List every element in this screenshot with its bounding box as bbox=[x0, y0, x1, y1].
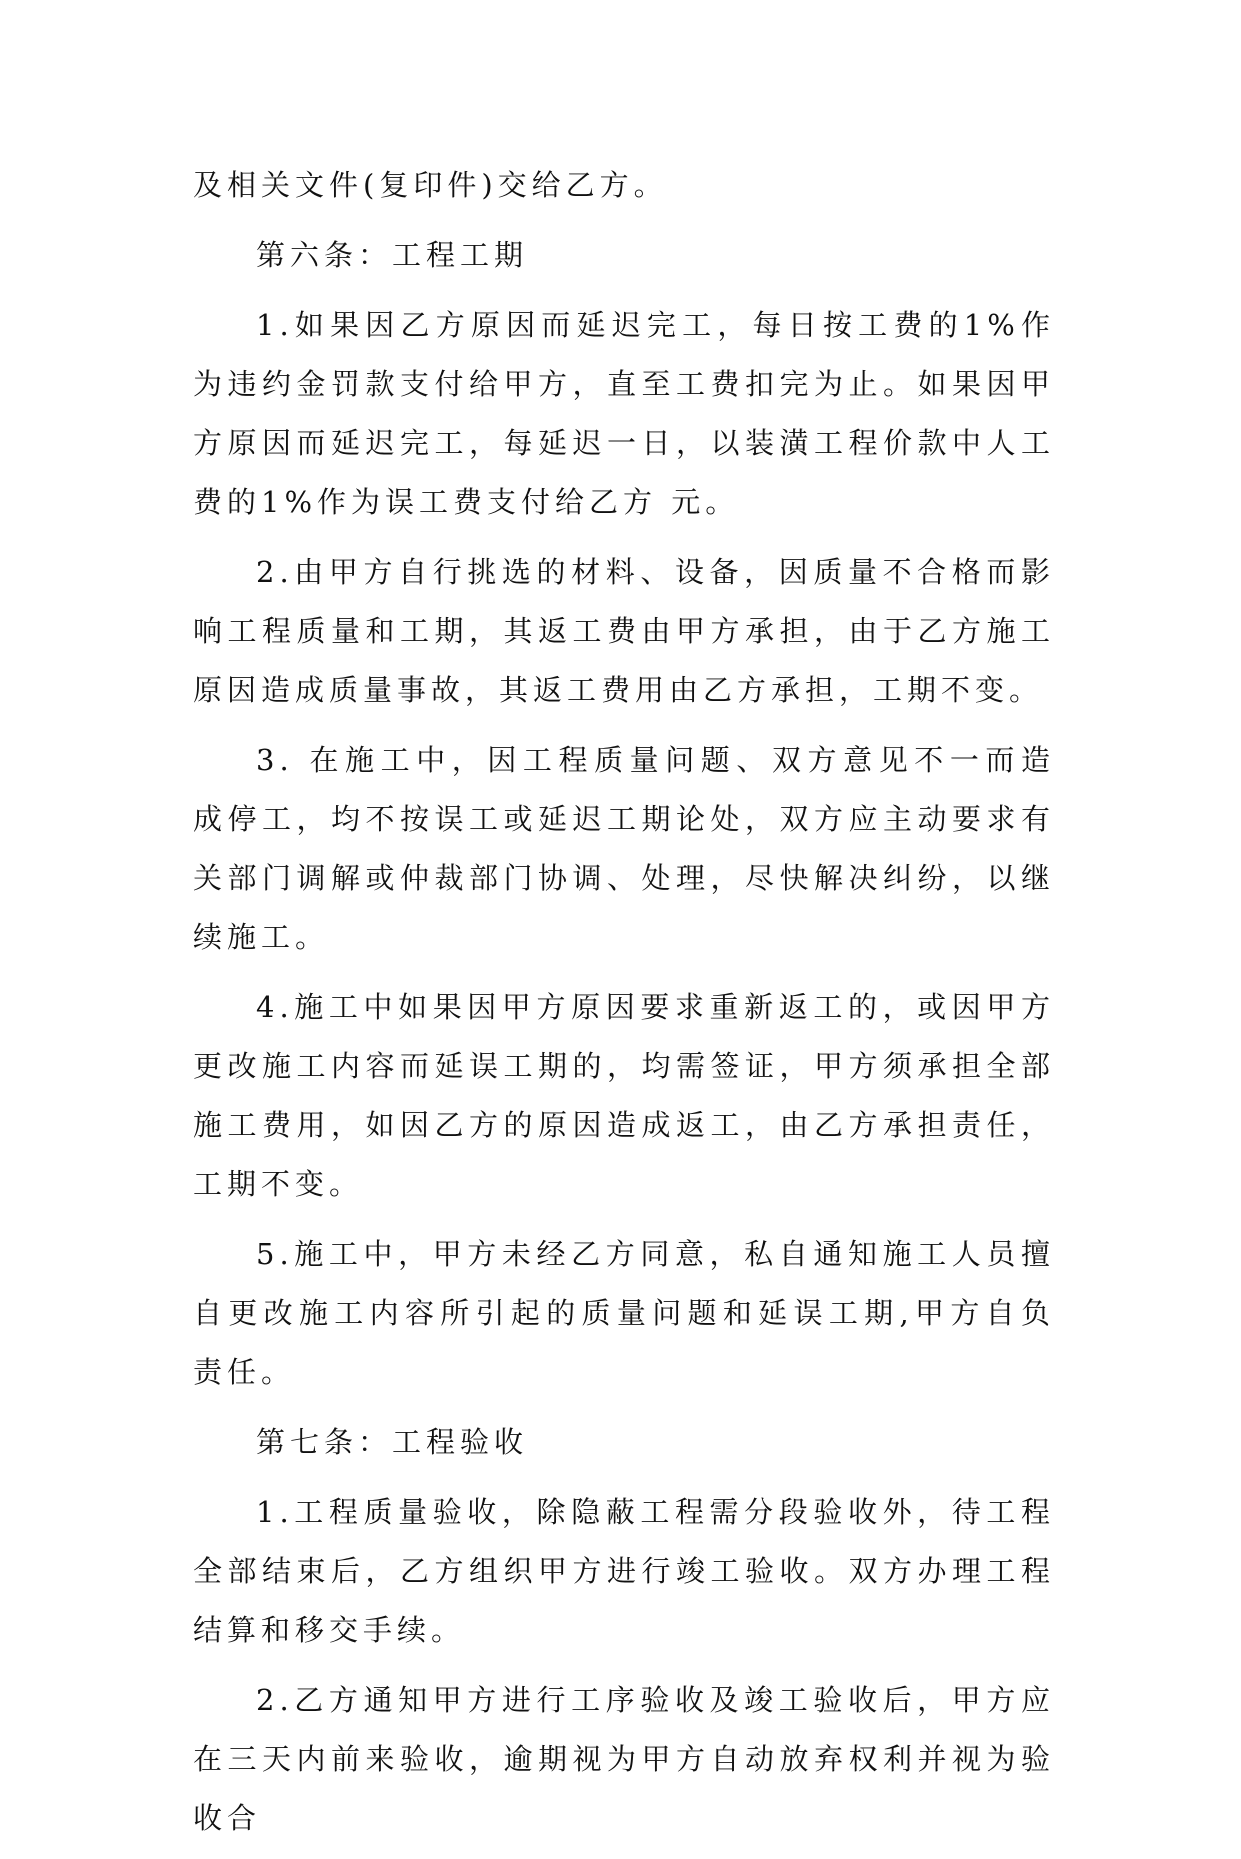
article-7-heading: 第七条：工程验收 bbox=[256, 1425, 529, 1459]
article-6-clause-4: 4.施工中如果因甲方原因要求重新返工的，或因甲方更改施工内容而延误工期的，均需签证，甲方须承担全部施工费用，如因乙方的原因造成返工，由乙方承担责任，工期不变。 bbox=[193, 990, 1055, 1201]
article-6-heading: 第六条：工程工期 bbox=[256, 238, 529, 272]
paragraph-continuation: 及相关文件(复印件)交给乙方。 bbox=[193, 168, 668, 202]
article-6-clause-1: 1.如果因乙方原因而延迟完工，每日按工费的1%作为违约金罚款支付给甲方，直至工费扣完为止。如果因甲方原因而延迟完工，每延迟一日，以装潢工程价款中人工费的1%作为误工费支付给乙方 元。 bbox=[193, 308, 1055, 519]
article-7-clause-2: 2.乙方通知甲方进行工序验收及竣工验收后，甲方应在三天内前来验收，逾期视为甲方自动放弃权利并视为验收合 bbox=[193, 1683, 1055, 1835]
article-6-clause-2: 2.由甲方自行挑选的材料、设备，因质量不合格而影响工程质量和工期，其返工费由甲方承担，由于乙方施工原因造成质量事故，其返工费用由乙方承担，工期不变。 bbox=[193, 555, 1055, 707]
article-6-clause-3: 3. 在施工中，因工程质量问题、双方意见不一而造成停工，均不按误工或延迟工期论处，双方应主动要求有关部门调解或仲裁部门协调、处理，尽快解决纠纷，以继续施工。 bbox=[193, 743, 1055, 954]
document-body bbox=[193, 156, 1055, 1859]
article-6-clause-5: 5.施工中，甲方未经乙方同意，私自通知施工人员擅自更改施工内容所引起的质量问题和延误工期,甲方自负责任。 bbox=[193, 1237, 1055, 1389]
article-7-clause-1: 1.工程质量验收，除隐蔽工程需分段验收外，待工程全部结束后，乙方组织甲方进行竣工验收。双方办理工程结算和移交手续。 bbox=[193, 1495, 1055, 1647]
